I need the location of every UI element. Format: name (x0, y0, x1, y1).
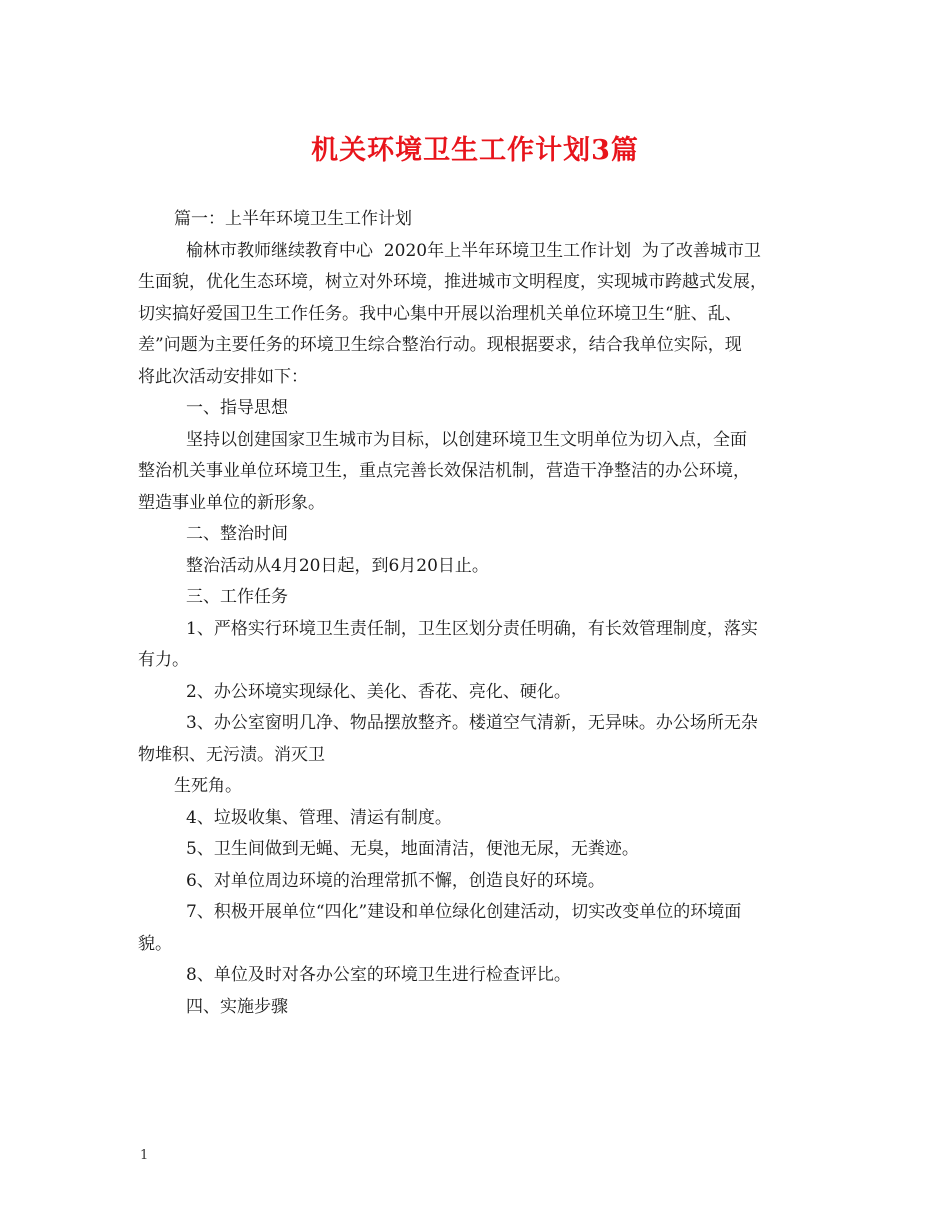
paragraph-line: 榆林市教师继续教育中心 2020年上半年环境卫生工作计划 为了改善城市卫 (186, 240, 761, 261)
paragraph-line: 一、指导思想 (186, 398, 288, 418)
page-number: 1 (140, 1148, 149, 1163)
paragraph-line: 1、严格实行环境卫生责任制，卫生区划分责任明确，有长效管理制度，落实 (186, 618, 758, 639)
paragraph-line: 4、垃圾收集、管理、清运有制度。 (186, 807, 452, 828)
paragraph-line: 切实搞好爱国卫生工作任务。我中心集中开展以治理机关单位环境卫生“脏、乱、 (138, 303, 742, 324)
paragraph-line: 将此次活动安排如下： (138, 366, 308, 387)
document-title: 机关环境卫生工作计划3篇 (311, 135, 639, 166)
paragraph-line: 有力。 (138, 650, 189, 670)
paragraph-line: 8、单位及时对各办公室的环境卫生进行检查评比。 (186, 965, 571, 985)
paragraph-line: 四、实施步骤 (186, 996, 288, 1017)
paragraph-line: 7、积极开展单位“四化”建设和单位绿化创建活动，切实改变单位的环境面 (186, 902, 742, 922)
paragraph-line: 物堆积、无污渍。消灭卫 (138, 744, 325, 765)
paragraph-line: 生死角。 (174, 776, 242, 796)
paragraph-line: 生面貌，优化生态环境，树立对外环境，推进城市文明程度，实现城市跨越式发展， (138, 272, 767, 292)
paragraph-line: 6、对单位周边环境的治理常抓不懈，创造良好的环境。 (186, 870, 605, 891)
paragraph-line: 塑造事业单位的新形象。 (138, 492, 325, 513)
paragraph-line: 坚持以创建国家卫生城市为目标，以创建环境卫生文明单位为切入点，全面 (186, 429, 747, 450)
paragraph-line: 整治活动从4月20日起，到6月20日止。 (186, 555, 489, 576)
paragraph-line: 貌。 (138, 933, 172, 954)
paragraph-line: 3、办公室窗明几净、物品摆放整齐。楼道空气清新，无异味。办公场所无杂 (186, 713, 758, 733)
paragraph-line: 差”问题为主要任务的环境卫生综合整治行动。现根据要求，结合我单位实际，现 (138, 335, 742, 355)
paragraph-line: 三、工作任务 (186, 587, 288, 607)
paragraph-line: 2、办公环境实现绿化、美化、香花、亮化、硬化。 (186, 681, 571, 702)
document-body (138, 204, 818, 1023)
paragraph-line: 二、整治时间 (186, 524, 288, 544)
paragraph-line: 整治机关事业单位环境卫生，重点完善长效保洁机制，营造干净整洁的办公环境， (138, 461, 750, 481)
paragraph-line: 5、卫生间做到无蝇、无臭，地面清洁，便池无尿，无粪迹。 (186, 839, 639, 859)
paragraph-line: 篇一：上半年环境卫生工作计划 (174, 209, 412, 229)
